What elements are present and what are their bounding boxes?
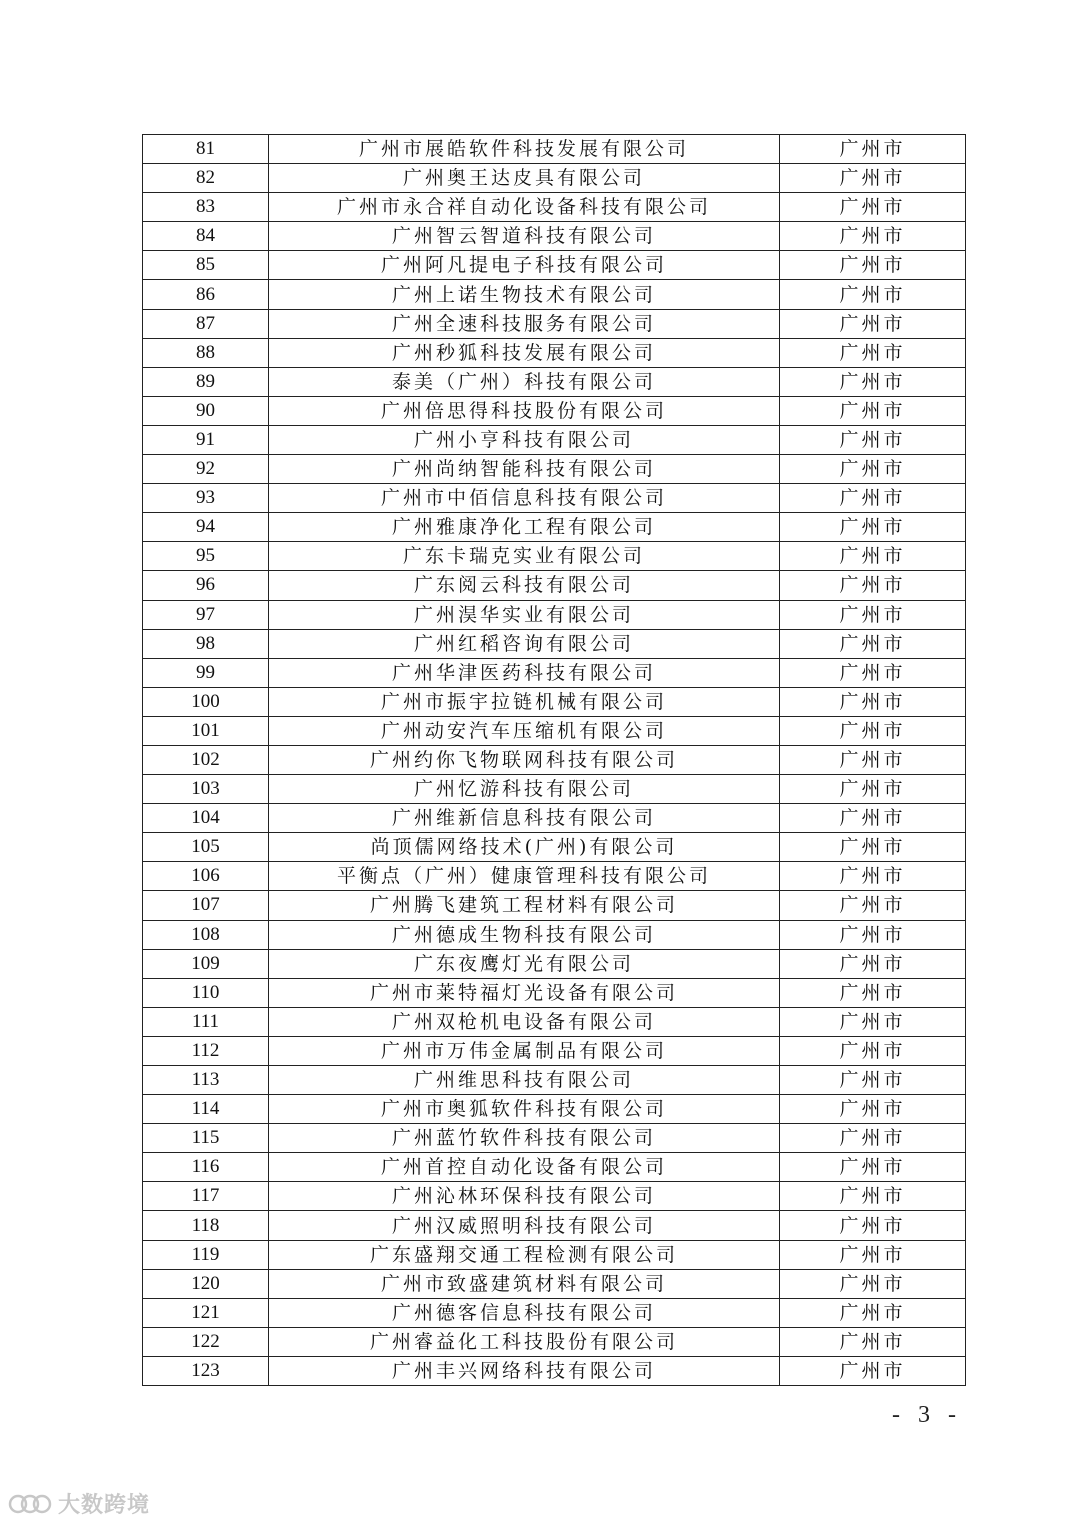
company-city: 广州市 xyxy=(780,745,966,774)
table-row xyxy=(143,367,966,396)
company-city: 广州市 xyxy=(780,455,966,484)
table-row xyxy=(143,1124,966,1153)
company-name: 广州华津医药科技有限公司 xyxy=(269,658,780,687)
table-row xyxy=(143,222,966,251)
watermark xyxy=(8,1488,150,1519)
company-city: 广州市 xyxy=(780,338,966,367)
company-city: 广州市 xyxy=(780,775,966,804)
row-number: 87 xyxy=(143,309,269,338)
table-row xyxy=(143,687,966,716)
table-row xyxy=(143,862,966,891)
company-city: 广州市 xyxy=(780,164,966,193)
company-name: 平衡点（广州）健康管理科技有限公司 xyxy=(269,862,780,891)
company-name: 广州红稻咨询有限公司 xyxy=(269,629,780,658)
company-name: 广州动安汽车压缩机有限公司 xyxy=(269,716,780,745)
company-name: 广州市振宇拉链机械有限公司 xyxy=(269,687,780,716)
row-number: 89 xyxy=(143,367,269,396)
table-row xyxy=(143,338,966,367)
company-name: 广州市中佰信息科技有限公司 xyxy=(269,484,780,513)
row-number: 95 xyxy=(143,542,269,571)
watermark-text: 大数跨境 xyxy=(58,1493,151,1518)
company-name: 广州雅康净化工程有限公司 xyxy=(269,513,780,542)
table-row xyxy=(143,193,966,222)
row-number: 97 xyxy=(143,600,269,629)
table-row xyxy=(143,425,966,454)
company-name: 广州尚纳智能科技有限公司 xyxy=(269,455,780,484)
company-city: 广州市 xyxy=(780,1327,966,1356)
row-number: 99 xyxy=(143,658,269,687)
company-city: 广州市 xyxy=(780,1095,966,1124)
table-row xyxy=(143,833,966,862)
row-number: 106 xyxy=(143,862,269,891)
company-city: 广州市 xyxy=(780,1269,966,1298)
row-number: 111 xyxy=(143,1007,269,1036)
row-number: 110 xyxy=(143,978,269,1007)
company-city: 广州市 xyxy=(780,1007,966,1036)
company-city: 广州市 xyxy=(780,135,966,164)
company-city: 广州市 xyxy=(780,251,966,280)
table-row xyxy=(143,542,966,571)
row-number: 107 xyxy=(143,891,269,920)
row-number: 83 xyxy=(143,193,269,222)
company-city: 广州市 xyxy=(780,629,966,658)
company-city: 广州市 xyxy=(780,600,966,629)
table-row xyxy=(143,745,966,774)
table-row xyxy=(143,1211,966,1240)
table-row xyxy=(143,949,966,978)
company-name: 广州市莱特福灯光设备有限公司 xyxy=(269,978,780,1007)
company-city: 广州市 xyxy=(780,1240,966,1269)
company-name: 广州丰兴网络科技有限公司 xyxy=(269,1356,780,1385)
row-number: 115 xyxy=(143,1124,269,1153)
company-city: 广州市 xyxy=(780,804,966,833)
table-row xyxy=(143,280,966,309)
row-number: 117 xyxy=(143,1182,269,1211)
company-name: 广州秒狐科技发展有限公司 xyxy=(269,338,780,367)
row-number: 118 xyxy=(143,1211,269,1240)
table-row xyxy=(143,1356,966,1385)
table-row xyxy=(143,1036,966,1065)
company-city: 广州市 xyxy=(780,716,966,745)
row-number: 81 xyxy=(143,135,269,164)
row-number: 101 xyxy=(143,716,269,745)
row-number: 108 xyxy=(143,920,269,949)
company-name: 广州德成生物科技有限公司 xyxy=(269,920,780,949)
row-number: 122 xyxy=(143,1327,269,1356)
company-name: 广州沁林环保科技有限公司 xyxy=(269,1182,780,1211)
company-name: 广州德客信息科技有限公司 xyxy=(269,1298,780,1327)
table-row xyxy=(143,775,966,804)
company-name: 广州智云智道科技有限公司 xyxy=(269,222,780,251)
company-city: 广州市 xyxy=(780,1153,966,1182)
table-row xyxy=(143,891,966,920)
row-number: 93 xyxy=(143,484,269,513)
row-number: 103 xyxy=(143,775,269,804)
row-number: 86 xyxy=(143,280,269,309)
company-name: 广州市展皓软件科技发展有限公司 xyxy=(269,135,780,164)
company-name: 广州阿凡提电子科技有限公司 xyxy=(269,251,780,280)
company-city: 广州市 xyxy=(780,396,966,425)
table-row xyxy=(143,571,966,600)
row-number: 116 xyxy=(143,1153,269,1182)
company-city: 广州市 xyxy=(780,1298,966,1327)
row-number: 85 xyxy=(143,251,269,280)
table-row xyxy=(143,396,966,425)
row-number: 88 xyxy=(143,338,269,367)
company-name: 广州首控自动化设备有限公司 xyxy=(269,1153,780,1182)
table-row xyxy=(143,1007,966,1036)
row-number: 119 xyxy=(143,1240,269,1269)
table-row xyxy=(143,716,966,745)
company-name: 广州双枪机电设备有限公司 xyxy=(269,1007,780,1036)
company-name: 广州小亨科技有限公司 xyxy=(269,425,780,454)
company-city: 广州市 xyxy=(780,425,966,454)
company-name: 广州倍思得科技股份有限公司 xyxy=(269,396,780,425)
table-body xyxy=(143,135,966,1386)
table-row xyxy=(143,1240,966,1269)
company-name: 广州市万伟金属制品有限公司 xyxy=(269,1036,780,1065)
row-number: 92 xyxy=(143,455,269,484)
company-name: 泰美（广州）科技有限公司 xyxy=(269,367,780,396)
company-city: 广州市 xyxy=(780,658,966,687)
table-row xyxy=(143,1327,966,1356)
row-number: 102 xyxy=(143,745,269,774)
company-city: 广州市 xyxy=(780,1356,966,1385)
company-name: 广州汉威照明科技有限公司 xyxy=(269,1211,780,1240)
company-city: 广州市 xyxy=(780,542,966,571)
row-number: 123 xyxy=(143,1356,269,1385)
company-city: 广州市 xyxy=(780,862,966,891)
row-number: 96 xyxy=(143,571,269,600)
row-number: 84 xyxy=(143,222,269,251)
company-name: 广州市永合祥自动化设备科技有限公司 xyxy=(269,193,780,222)
company-name: 广州全速科技服务有限公司 xyxy=(269,309,780,338)
row-number: 112 xyxy=(143,1036,269,1065)
company-list-table xyxy=(142,134,966,1386)
table-row xyxy=(143,135,966,164)
company-name: 广州维思科技有限公司 xyxy=(269,1066,780,1095)
table-row xyxy=(143,978,966,1007)
row-number: 98 xyxy=(143,629,269,658)
table-row xyxy=(143,484,966,513)
table-row xyxy=(143,920,966,949)
company-city: 广州市 xyxy=(780,193,966,222)
company-city: 广州市 xyxy=(780,571,966,600)
table-row xyxy=(143,309,966,338)
row-number: 113 xyxy=(143,1066,269,1095)
company-name: 广州淏华实业有限公司 xyxy=(269,600,780,629)
table-row xyxy=(143,251,966,280)
company-name: 广州上诺生物技术有限公司 xyxy=(269,280,780,309)
company-city: 广州市 xyxy=(780,1211,966,1240)
company-name: 广州维新信息科技有限公司 xyxy=(269,804,780,833)
company-name: 尚顶儒网络技术(广州)有限公司 xyxy=(269,833,780,862)
table-row xyxy=(143,804,966,833)
company-city: 广州市 xyxy=(780,367,966,396)
table-row xyxy=(143,1153,966,1182)
company-city: 广州市 xyxy=(780,833,966,862)
company-city: 广州市 xyxy=(780,949,966,978)
row-number: 91 xyxy=(143,425,269,454)
company-name: 广东盛翔交通工程检测有限公司 xyxy=(269,1240,780,1269)
company-name: 广东夜鹰灯光有限公司 xyxy=(269,949,780,978)
company-city: 广州市 xyxy=(780,484,966,513)
company-city: 广州市 xyxy=(780,513,966,542)
company-name: 广州奥王达皮具有限公司 xyxy=(269,164,780,193)
company-name: 广州约你飞物联网科技有限公司 xyxy=(269,745,780,774)
row-number: 120 xyxy=(143,1269,269,1298)
row-number: 100 xyxy=(143,687,269,716)
table-row xyxy=(143,1269,966,1298)
company-city: 广州市 xyxy=(780,222,966,251)
table-row xyxy=(143,1095,966,1124)
table-row xyxy=(143,1182,966,1211)
row-number: 82 xyxy=(143,164,269,193)
company-city: 广州市 xyxy=(780,891,966,920)
company-name: 广州蓝竹软件科技有限公司 xyxy=(269,1124,780,1153)
row-number: 90 xyxy=(143,396,269,425)
row-number: 104 xyxy=(143,804,269,833)
logo-icon xyxy=(8,1491,52,1517)
company-name: 广州腾飞建筑工程材料有限公司 xyxy=(269,891,780,920)
page-number: - 3 - xyxy=(892,1402,962,1428)
row-number: 105 xyxy=(143,833,269,862)
table-row xyxy=(143,455,966,484)
company-name: 广州市致盛建筑材料有限公司 xyxy=(269,1269,780,1298)
table-row xyxy=(143,1298,966,1327)
company-city: 广州市 xyxy=(780,920,966,949)
company-city: 广州市 xyxy=(780,978,966,1007)
company-name: 广州市奥狐软件科技有限公司 xyxy=(269,1095,780,1124)
table-row xyxy=(143,1066,966,1095)
company-city: 广州市 xyxy=(780,280,966,309)
company-name: 广东阅云科技有限公司 xyxy=(269,571,780,600)
company-name: 广州睿益化工科技股份有限公司 xyxy=(269,1327,780,1356)
company-name: 广东卡瑞克实业有限公司 xyxy=(269,542,780,571)
company-name: 广州忆游科技有限公司 xyxy=(269,775,780,804)
company-city: 广州市 xyxy=(780,1182,966,1211)
company-city: 广州市 xyxy=(780,1124,966,1153)
company-city: 广州市 xyxy=(780,309,966,338)
row-number: 109 xyxy=(143,949,269,978)
table-row xyxy=(143,658,966,687)
row-number: 121 xyxy=(143,1298,269,1327)
table-row xyxy=(143,600,966,629)
company-city: 广州市 xyxy=(780,1066,966,1095)
company-city: 广州市 xyxy=(780,1036,966,1065)
table-row xyxy=(143,513,966,542)
row-number: 94 xyxy=(143,513,269,542)
company-city: 广州市 xyxy=(780,687,966,716)
row-number: 114 xyxy=(143,1095,269,1124)
table-row xyxy=(143,164,966,193)
table-row xyxy=(143,629,966,658)
